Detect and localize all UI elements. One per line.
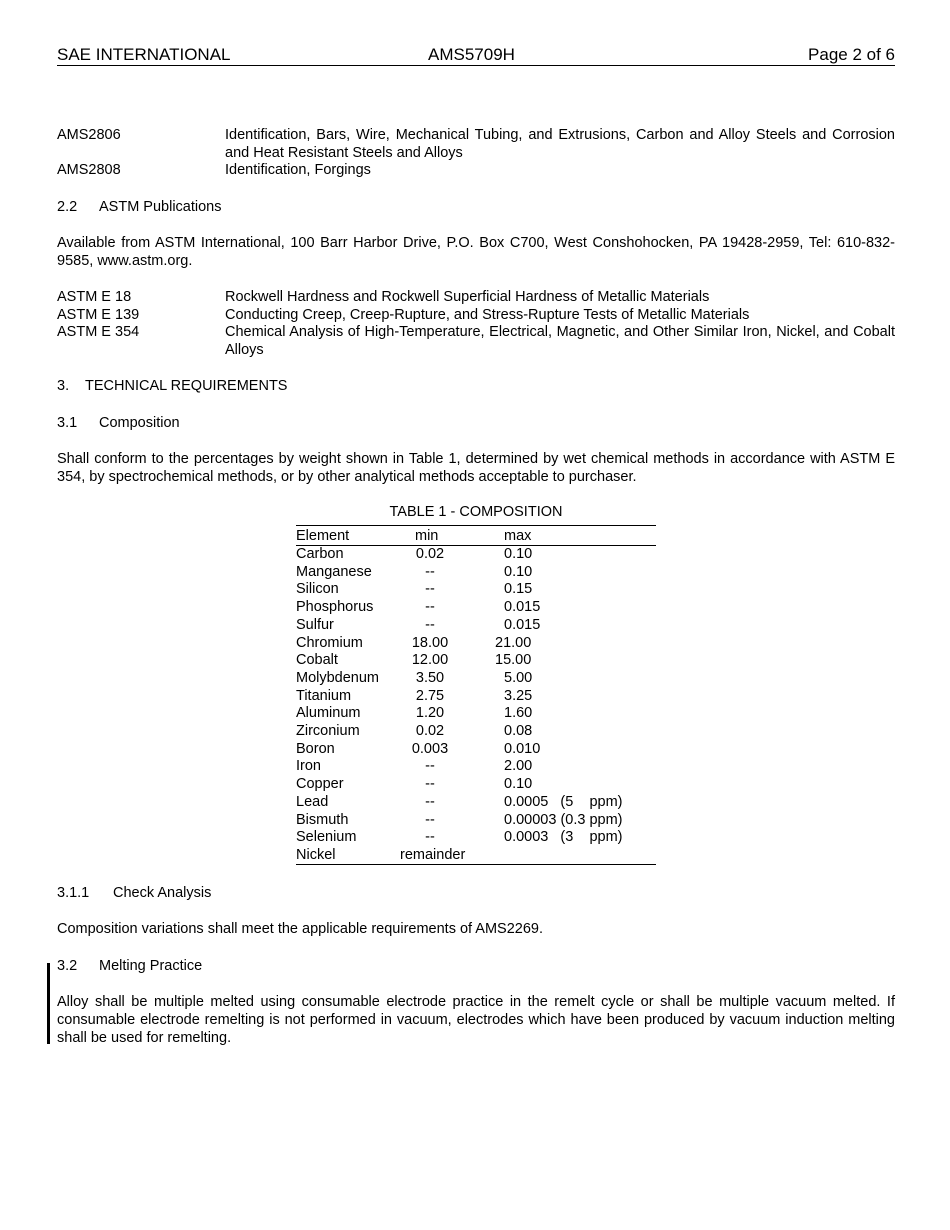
table-row <box>296 580 656 598</box>
section-3-1-text: Shall conform to the percentages by weight shown in Table 1, determined by wet chemical methods in accordance with ASTM E 354, by spectrochemical methods, or by other analytical methods acceptable to purchaser. <box>57 451 895 485</box>
header-page-number: Page 2 of 6 <box>808 45 895 64</box>
cell-element: Lead <box>296 793 329 810</box>
section-number: 3.2 <box>57 958 78 974</box>
reference-title: Conducting Creep, Creep-Rupture, and Stress-Rupture Tests of Metallic Materials <box>225 307 750 323</box>
cell-max: 15.00 <box>495 652 532 669</box>
cell-min: remainder <box>400 846 466 863</box>
cell-element: Selenium <box>296 829 357 846</box>
cell-element: Cobalt <box>296 652 338 669</box>
cell-max: 21.00 <box>495 634 532 651</box>
table-row <box>296 793 656 811</box>
column-header-element: Element <box>296 528 350 544</box>
table-row <box>296 704 656 722</box>
cell-min: -- <box>425 793 435 810</box>
reference-code: ASTM E 354 <box>57 324 140 340</box>
table-row <box>296 811 656 829</box>
cell-element: Molybdenum <box>296 669 380 686</box>
cell-max: 0.10 <box>504 546 533 562</box>
cell-element: Sulfur <box>296 616 334 633</box>
cell-element: Chromium <box>296 634 363 651</box>
table-row <box>296 598 656 616</box>
cell-max: 3.25 <box>504 687 533 704</box>
cell-min: 0.02 <box>415 723 445 739</box>
reference-title: Chemical Analysis of High-Temperature, Electrical, Magnetic, and Other Similar Iron, Nickel, and Cobalt Alloys <box>225 324 895 358</box>
section-3-2-text: Alloy shall be multiple melted using consumable electrode practice in the remelt cycle or shall be multiple vacuum melted. If consumable electrode remelting is not performed in vacuum, electrodes which have been produced by vacuum induction melting shall be used for remelting. <box>57 994 895 1046</box>
cell-max: 0.15 <box>504 581 533 598</box>
cell-max: 0.10 <box>504 776 533 793</box>
section-2-2-text: Available from ASTM International, 100 Barr Harbor Drive, P.O. Box C700, West Conshohocken, PA 19428-2959, Tel: 610-832-9585, www.astm.org. <box>57 235 895 269</box>
section-title: TECHNICAL REQUIREMENTS <box>85 378 288 394</box>
cell-min: 0.02 <box>415 546 445 562</box>
cell-min: 12.00 <box>411 652 449 669</box>
cell-max: 5.00 <box>504 669 533 686</box>
cell-min: 2.75 <box>415 687 445 704</box>
table-row <box>296 828 656 846</box>
cell-element: Manganese <box>296 563 372 580</box>
table-row <box>296 616 656 634</box>
table-header-row <box>296 527 656 545</box>
section-number: 2.2 <box>57 199 78 215</box>
column-header-min: min <box>415 528 439 544</box>
cell-min: -- <box>425 599 435 616</box>
reference-title: Rockwell Hardness and Rockwell Superficial Hardness of Metallic Materials <box>225 289 710 305</box>
table-row <box>296 563 656 581</box>
table-row <box>296 757 656 775</box>
cell-min: 3.50 <box>415 669 445 686</box>
section-number: 3. <box>57 378 70 394</box>
reference-code: ASTM E 139 <box>57 307 140 323</box>
cell-min: -- <box>425 616 435 633</box>
reference-code: AMS2806 <box>57 127 121 143</box>
reference-title: Identification, Bars, Wire, Mechanical Tubing, and Extrusions, Carbon and Alloy Steels and Corrosion and Heat Resistant Steels and Alloys <box>225 127 895 161</box>
cell-element: Nickel <box>296 846 336 863</box>
cell-min: -- <box>425 581 435 598</box>
reference-code: AMS2808 <box>57 162 121 178</box>
cell-element: Bismuth <box>296 811 349 828</box>
cell-max: 0.0003 (3 ppm) <box>504 829 623 846</box>
section-2-2-heading <box>57 198 222 216</box>
table-row <box>296 634 656 652</box>
cell-max: 0.015 <box>504 599 541 616</box>
cell-max: 1.60 <box>504 705 533 722</box>
cell-element: Copper <box>296 776 344 793</box>
cell-element: Titanium <box>296 687 352 704</box>
reference-code: ASTM E 18 <box>57 289 132 305</box>
cell-max: 0.10 <box>504 563 533 580</box>
revision-change-bar <box>47 963 50 1044</box>
table-row <box>296 669 656 687</box>
header-doc-number: AMS5709H <box>428 45 515 64</box>
cell-max: 0.0005 (5 ppm) <box>504 793 623 810</box>
section-title: ASTM Publications <box>99 199 222 215</box>
cell-element: Aluminum <box>296 705 361 722</box>
section-title: Check Analysis <box>113 885 212 901</box>
cell-max: 0.010 <box>504 740 541 757</box>
section-3-1-heading <box>57 414 180 432</box>
table-row <box>296 651 656 669</box>
table-row <box>296 687 656 705</box>
cell-min: 1.20 <box>415 705 445 722</box>
cell-min: -- <box>425 811 435 828</box>
cell-element: Carbon <box>296 546 344 562</box>
cell-element: Phosphorus <box>296 599 374 616</box>
table-row <box>296 740 656 758</box>
section-3-heading <box>57 377 287 395</box>
section-title: Melting Practice <box>99 958 203 974</box>
section-number: 3.1.1 <box>57 885 90 901</box>
cell-min: -- <box>425 563 435 580</box>
cell-element: Silicon <box>296 581 339 598</box>
section-title: Composition <box>99 415 180 431</box>
table-row <box>296 846 656 864</box>
cell-min: 18.00 <box>411 634 449 651</box>
cell-min: -- <box>425 776 435 793</box>
cell-max: 0.015 <box>504 616 541 633</box>
cell-min: -- <box>425 758 435 775</box>
table-row <box>296 722 656 740</box>
table-bottom-rule <box>296 864 656 865</box>
cell-element: Iron <box>296 758 321 775</box>
section-number: 3.1 <box>57 415 78 431</box>
page-header <box>57 45 895 66</box>
reference-title: Identification, Forgings <box>225 162 371 178</box>
cell-max: 0.08 <box>504 723 533 739</box>
table-top-rule <box>296 525 656 526</box>
cell-element: Zirconium <box>296 723 360 739</box>
column-header-max: max <box>504 528 532 544</box>
cell-min: 0.003 <box>411 740 449 757</box>
cell-element: Boron <box>296 740 335 757</box>
section-3-1-1-heading <box>57 884 211 902</box>
section-3-1-1-text: Composition variations shall meet the applicable requirements of AMS2269. <box>57 921 544 937</box>
cell-max: 2.00 <box>504 758 533 775</box>
table-row <box>296 775 656 793</box>
table-row <box>296 545 656 563</box>
header-organization: SAE INTERNATIONAL <box>57 45 231 64</box>
cell-min: -- <box>425 829 435 846</box>
section-3-2-heading <box>57 957 202 975</box>
cell-max: 0.00003 (0.3 ppm) <box>504 811 623 828</box>
table-title: TABLE 1 - COMPOSITION <box>389 504 563 520</box>
